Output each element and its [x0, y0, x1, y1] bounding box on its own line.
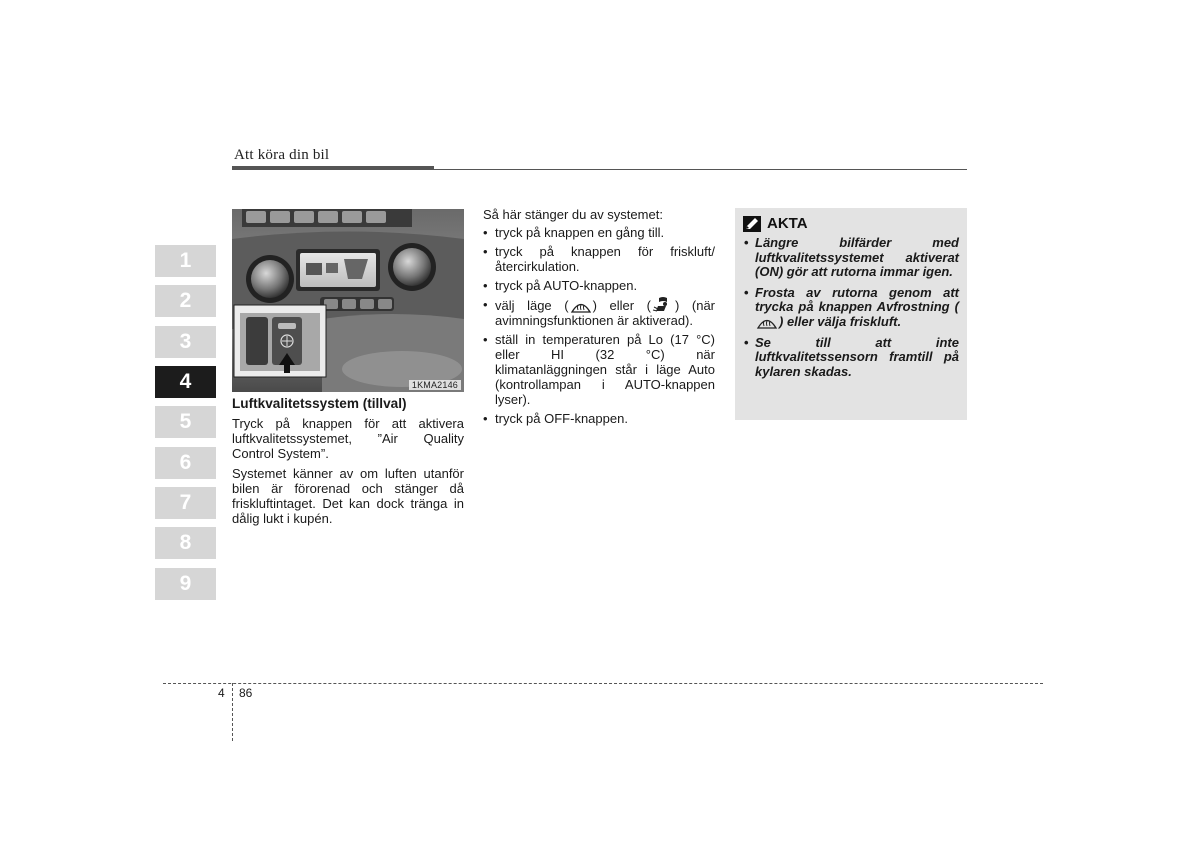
- caution-box: [735, 208, 967, 420]
- list-item: [483, 225, 715, 240]
- climate-panel-illustration: [232, 209, 464, 392]
- list-item-text: ) (när avimningsfunktionen är aktiverad).: [495, 298, 715, 328]
- list-item-text: tryck på knappen för friskluft/återcirkulation.: [495, 244, 715, 274]
- defrost-icon: [570, 299, 592, 313]
- list-item: [483, 278, 715, 293]
- section-heading: Luftkvalitetssystem (tillval): [232, 396, 407, 411]
- caution-item: [743, 336, 959, 380]
- caution-item-text: Se till att inte luftkvalitetssensorn framtill på kylaren skadas.: [755, 334, 959, 379]
- instructions-intro: Så här stänger du av systemet:: [483, 207, 663, 222]
- page-number: 86: [239, 686, 253, 700]
- header-rule-thin: [434, 169, 967, 170]
- instructions-list: [483, 225, 715, 426]
- list-item-text: tryck på knappen en gång till.: [495, 225, 665, 240]
- caution-item-text: ) eller välja friskluft.: [779, 313, 902, 329]
- list-item: [483, 332, 715, 407]
- chapter-tab-9[interactable]: 9: [155, 568, 216, 600]
- defrost-icon: [756, 315, 778, 329]
- chapter-tab-7[interactable]: 7: [155, 487, 216, 519]
- paragraph: Tryck på knappen för att aktivera luftkvalitetssystemet, ”Air Quality Control System”.: [232, 416, 464, 461]
- chapter-tab-8[interactable]: 8: [155, 527, 216, 559]
- footer-divider: [232, 683, 233, 741]
- left-column: [232, 396, 464, 531]
- chapter-tab-1[interactable]: 1: [155, 245, 216, 277]
- figure-code: 1KMA2146: [409, 380, 461, 390]
- list-item: [483, 297, 715, 328]
- chapter-tab-6[interactable]: 6: [155, 447, 216, 479]
- chapter-tab-3[interactable]: 3: [155, 326, 216, 358]
- footer-rule: [163, 683, 1043, 684]
- list-item-text: ställ in temperaturen på Lo (17 °C) eller HI (32 °C) när klimatanläggningen står i läge Auto (kontrollampan i AUTO-knappen lyser).: [495, 332, 715, 407]
- header-rule-thick: [232, 166, 434, 170]
- caution-pencil-icon: [743, 216, 761, 232]
- list-item-text: tryck på AUTO-knappen.: [495, 278, 638, 293]
- list-item-text: tryck på OFF-knappen.: [495, 411, 628, 426]
- section-title: Att köra din bil: [234, 147, 330, 163]
- chapter-tab-2[interactable]: 2: [155, 285, 216, 317]
- paragraph: Systemet känner av om luften utanför bilen är förorenad och stänger då friskluftintaget. Det kan dock tränga in dålig lukt i kupén.: [232, 466, 464, 526]
- list-item-text: välj läge (: [495, 298, 569, 313]
- climate-panel-photo: [232, 209, 464, 392]
- list-item-text: ) eller (: [592, 298, 651, 313]
- list-item: [483, 244, 715, 274]
- list-item: [483, 411, 715, 426]
- defrost-floor-icon: [652, 297, 674, 313]
- middle-column: [483, 207, 715, 430]
- caution-list: [743, 236, 959, 379]
- caution-item: [743, 236, 959, 280]
- chapter-tab-4[interactable]: 4: [155, 366, 216, 398]
- caution-item-text: Frosta av rutorna genom att trycka på knappen Avfrostning (: [755, 284, 959, 315]
- page-chapter-number: 4: [218, 686, 225, 700]
- caution-title: AKTA: [767, 215, 808, 232]
- caution-item-text: Längre bilfärder med luftkvalitetssystemet aktiverat (ON) gör att rutorna immar igen.: [755, 235, 959, 280]
- chapter-tab-5[interactable]: 5: [155, 406, 216, 438]
- caution-item: [743, 286, 959, 330]
- caution-header: [743, 215, 959, 232]
